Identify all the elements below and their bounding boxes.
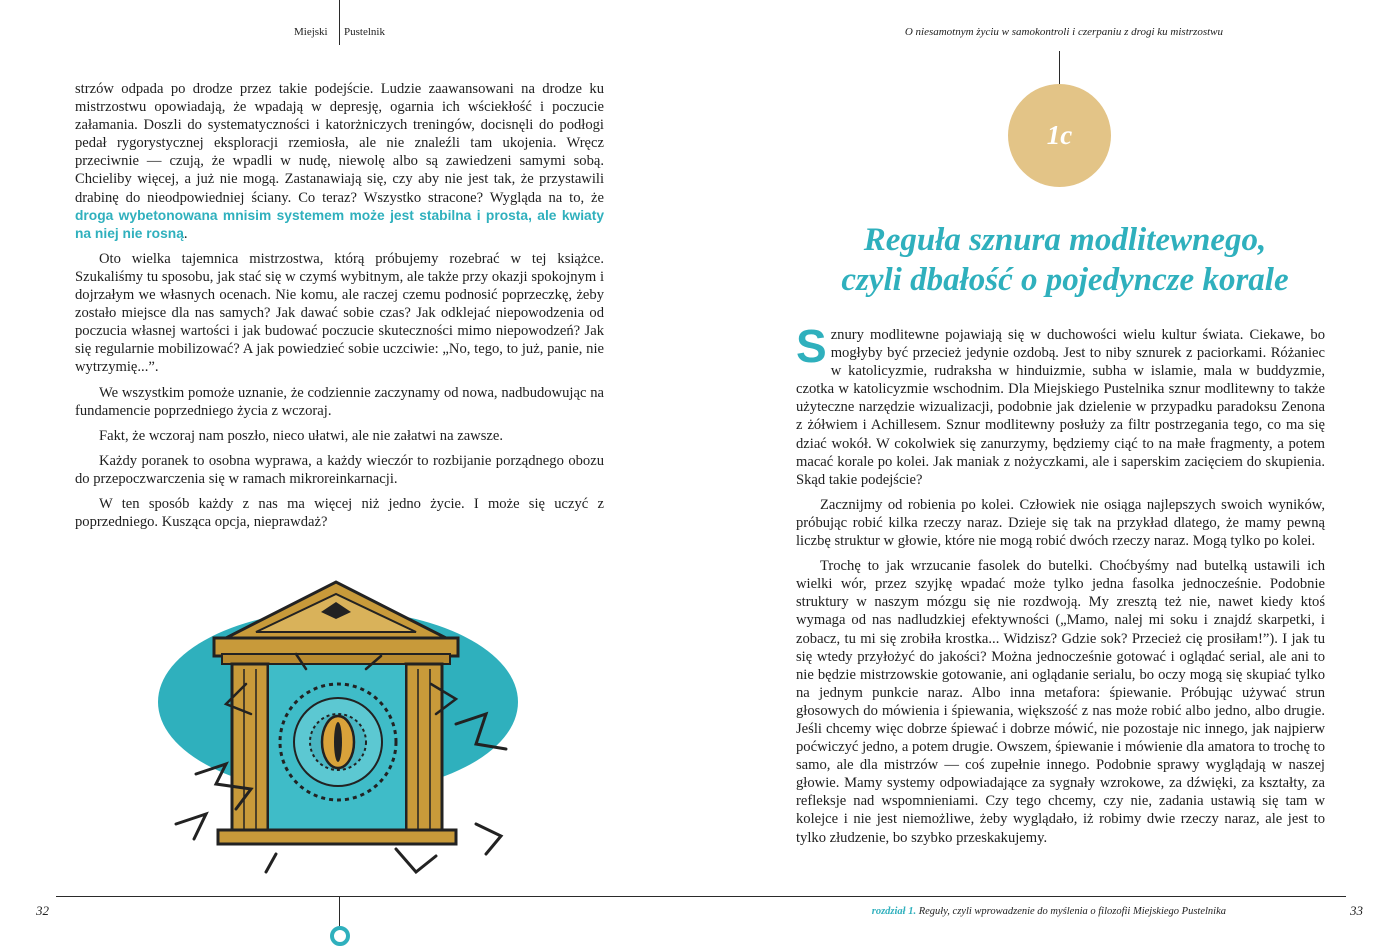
running-head-right: O niesamotnym życiu w samokontroli i czerpaniu z drogi ku mistrzostwu	[904, 26, 1223, 38]
paragraph: Trochę to jak wrzucanie fasolek do butelki. Choćbyśmy nad butelką ustawili ich wielki wór, przez szyjkę wpadać może tylko jedna fasolka jednocześnie. Podobnie struktury w naszym mózgu się nie rozdwoją. My zresztą też nie, nawet kiedy ktoś wymaga od nas nadludzkiej efektywności („Mamo, nalej mi soku i znajdź skarpetki, i zobacz, tu mi się zrobiła krostka... Widzisz? Gdzie sok? Przecież cię prosiłam!”). I jak tu się wtedy przyłożyć do jakości? Można jednocześnie gotować i oglądać serial, ale ani to nie będzie mistrzowskie gotowanie, ani oglądanie serialu, bo oczy mogą się skupiać tylko na jednym punkcie naraz. Albo inna metafora: śpiewanie. Próbując używać strun głosowych do mówienia i śpiewania, większość z nas może robić albo jedno, albo drugie. Jeśli chcemy więc dobrze śpiewać i dobrze mówić, nie pozostaje nic innego, jak najpierw poćwiczyć jedno, a potem drugie. Owszem, śpiewanie i mówienie dla amatora to trochę to samo, ale dla mistrzów — coś zupełnie innego. Podobnie sprawy wyglądają w naszej głowie. Mamy systemy odpowiadające za sygnały wzrokowe, za dźwięki, za kształty, za refleksje nad wspomnieniami. Czy tego chcemy, czy nie, zadania ustawią się tam w kolejce i nie jest niemożliwe, żeby wyglądało, iż robimy dwie rzeczy naraz, ale jest to tylko złudzenie, bo szybko przeskakujemy.	[796, 558, 1325, 846]
footer-rule	[56, 896, 1346, 897]
page-number-right: 33	[1350, 903, 1363, 918]
drop-cap: S	[796, 320, 827, 372]
paragraph: Każdy poranek to osobna wyprawa, a każdy wieczór to rozbijanie porządnego obozu do przepoczwarczenia się w ramach mikroreinkarnacji.	[75, 452, 604, 487]
header-divider	[339, 0, 340, 45]
page-number-left: 32	[36, 903, 49, 918]
paragraph	[796, 320, 1325, 489]
section-badge: 1c	[1008, 84, 1111, 187]
chapter-marker-line	[1059, 51, 1060, 86]
chapter-title: Reguły, czyli wprowadzenie do myślenia o filozofii Miejskiego Pustelnika	[916, 906, 1226, 917]
highlight-text: droga wybetonowana mnisim systemem może jest stabilna i prosta, ale kwiaty na niej nie rosną	[75, 207, 604, 241]
section-title	[780, 220, 1350, 300]
paragraph: Oto wielka tajemnica mistrzostwa, którą próbujemy rozebrać w tej książce. Szukaliśmy tu sposobu, jak stać się w czymś wybitnym, ale także przy okazji spokojnym i dojrzałym we własnych ocenach. Nie komu, ale raczej czemu podnosić poprzeczkę, żeby zostało miejsce dla nas samych? Jak dawać sobie czas? Jak odklejać niepowodzenia od poczucia własnej wartości i jak budować poczucie skuteczności mimo niepowodzeń? Jak się regularnie mobilizować? A jak powiedzieć sobie uczciwie: „No, tego, to już, panie, nie wytrzymię...”.	[75, 250, 604, 376]
running-head-left	[294, 26, 385, 38]
text-run: .	[183, 225, 188, 242]
paragraph: We wszystkim pomoże uznanie, że codziennie zaczynamy od nowa, nadbudowując na fundamencie poprzedniego życia z wczoraj.	[75, 384, 604, 419]
running-head-word-1: Miejski	[294, 26, 328, 38]
title-line: Reguła sznura modlitewnego,	[863, 222, 1267, 258]
paragraph: W ten sposób każdy z nas ma więcej niż jedno życie. I może się uczyć z poprzedniego. Kusząca opcja, nieprawdaż?	[75, 495, 604, 531]
footer-divider	[339, 896, 340, 926]
running-foot	[872, 906, 1226, 917]
right-page-text	[796, 320, 1325, 854]
footer-dot-icon	[330, 926, 350, 946]
text-run: strzów odpada po drodze przez takie podejście. Ludzie zaawansowani na drodze ku mistrzostwu opowiadają, że wpadają w depresję, ogarnia ich wściekłość i poczucie załamania. Doszli do systematyczności i katorżniczych treningów, docisnęli do podłogi pedał rygorystycznej eksploracji rzemiosła, ale nie znaleźli tam ukojenia. Wręcz przeciwnie — czują, że wpadli w nudę, niewolę albo są zawiedzeni samymi sobą. Chcieliby więcej, a już nie mogą. Zastanawiają się, czy aby nie jest tak, że przystawili drabinę do nieodpowiedniej ściany. Co teraz? Wszystko stracone? Wygląda na to, że	[75, 81, 604, 206]
title-line: czyli dbałość o pojedyncze korale	[841, 262, 1289, 298]
chapter-label: rozdział 1.	[871, 906, 917, 917]
running-head-word-2: Pustelnik	[344, 26, 385, 38]
temple-with-eye-and-thorns-icon	[156, 574, 528, 874]
paragraph: Fakt, że wczoraj nam poszło, nieco ułatwi, ale nie załatwi na zawsze.	[99, 427, 503, 444]
text-run: znury modlitewne pojawiają się w duchowości wielu kultur świata. Ciekawe, bo mogłyby być przecież jedynie ozdobą. Jest to niby sznurek z paciorkami. Różaniec w katolicyzmie, rudraksha w hinduizmie, subha w islamie, mala w buddyzmie, czotka w katolicyzmie wschodnim. Dla Miejskiego Pustelnika sznur modlitewny to także użyteczne narzędzie wizualizacji, podobnie jak dzielenie w przypadku paradoksu Zenona z żółwiem i Achillesem. Sznur modlitewny posłuży za filtr postrzegania tego, co ma się dziać wokół. W cokolwiek się zanurzymy, będziemy ciąć to na małe fragmenty, a potem macać korale po kolei. Jak maniak z nożyczkami, ale i saperskim zacięciem do skupienia. Skąd takie podejście?	[796, 327, 1325, 488]
paragraph: Zacznijmy od robienia po kolei. Człowiek nie osiąga najlepszych swoich wyników, próbując robić kilka rzeczy naraz. Dzieje się tak na przykład dlatego, że mamy pewną liczbę struktur w głowie, które nie mogą robić dwóch rzeczy naraz. Mogą tylko po kolei.	[796, 496, 1325, 550]
left-page-text	[75, 80, 604, 538]
paragraph	[75, 80, 604, 243]
